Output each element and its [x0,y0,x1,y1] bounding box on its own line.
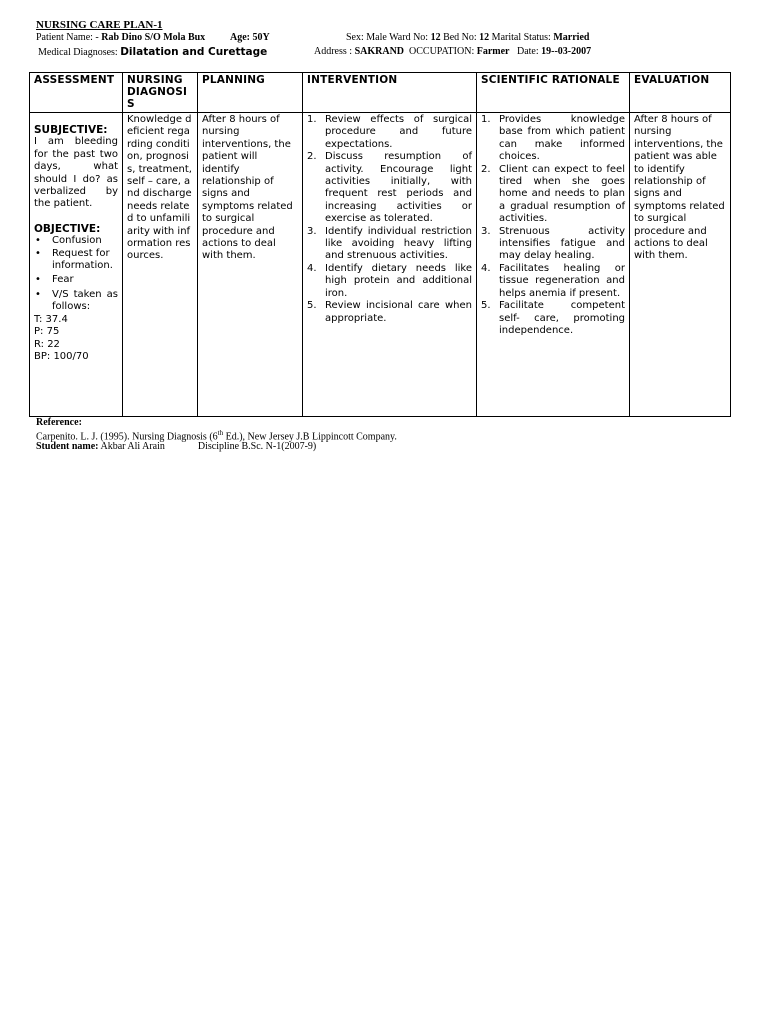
assessment-cell [30,113,123,417]
list-item: 1. Provides knowledge base from which patient can make informed choices. [481,114,625,163]
list-item: 1. Review effects of surgical procedure and future expectations. [307,114,472,150]
table-row [30,113,731,417]
evaluation-cell: After 8 hours of nursing interventions, the patient was able to identify relationship of signs and symptoms related to surgical procedure and actions to deal with them. [630,113,731,417]
list-item: 2. Discuss resumption of activity. Encourage light activities initially, with frequent rest periods and increasing activities or exercise as tolerated. [307,151,472,225]
ward-label: Ward No: [389,32,429,43]
list-item: • Request for information. [34,248,118,273]
address-value: SAKRAND [354,46,405,57]
vital-temperature: T: 37.4 [34,313,68,325]
list-item: 3. Identify individual restriction like avoiding heavy lifting and strenuous activities. [307,225,472,262]
bed-value: 12 [479,32,490,43]
diagnoses-value: Dilatation and Curettage [120,46,268,58]
discipline-label: Discipline [197,441,240,452]
list-item: 4. Facilitates healing or tissue regeneration and helps anemia if present. [481,262,625,299]
planning-cell: After 8 hours of nursing interventions, the patient will identify relationship of signs and symptoms related to surgical procedure and actions to deal with them. [198,113,303,417]
ward-value: 12 [430,32,441,43]
patient-name: Rab Dino S/O Mola Bux [101,32,206,43]
rationale-cell [477,113,630,417]
vital-blood-pressure: BP: 100/70 [34,350,89,362]
subjective-label: SUBJECTIVE: [34,124,108,136]
date-label: Date: [516,46,539,57]
header-planning: PLANNING [198,73,303,113]
student-name-label: Student name: [36,441,99,452]
patient-name-label: Patient Name: - [36,32,99,43]
occupation-value: Farmer [476,46,510,57]
table-header-row [30,73,731,113]
age-label: Age: [230,32,250,43]
list-item: 2. Client can expect to feel tired when she goes home and needs to plan a gradual resumption of activities. [481,163,625,225]
diagnoses-label: Medical Diagnoses: [38,47,118,58]
list-item: 5. Facilitate competent self- care, promoting independence. [481,300,625,336]
care-plan-table [29,72,731,417]
occupation-label: OCCUPATION: [409,46,475,57]
discipline-value: B.Sc. N-1(2007-9) [241,441,317,452]
reference-citation: Carpenito. L. J. (1995). Nursing Diagnosis (6th Ed.), New Jersey J.B Lippincott Company. [36,429,397,443]
list-item: 4. Identify dietary needs like high protein and additional iron. [307,262,472,299]
address-label: Address : [314,46,353,57]
header-evaluation: EVALUATION [630,73,731,113]
nursing-diagnosis-cell: Knowledge deficient regarding condition, prognosis, treatment, self – care, and discharge needs related to unfamiliarity with information resources. [123,113,198,417]
intervention-list [307,114,472,325]
date-value: 19--03-2007 [541,46,592,57]
header-intervention: INTERVENTION [303,73,477,113]
age-value: 50Y [252,32,270,43]
vital-respiration: R: 22 [34,338,60,350]
list-item: 3. Strenuous activity intensifies fatigue and may delay healing. [481,225,625,262]
sex-value: Male [366,32,387,43]
header-nursing-diagnosis: NURSING DIAGNOSIS [123,73,198,113]
list-item: • Confusion [34,235,118,247]
objective-label: OBJECTIVE: [34,222,101,235]
list-item: • V/S taken as follows: [34,289,118,314]
student-info [36,441,316,452]
intervention-cell [303,113,477,417]
rationale-list [481,114,625,337]
marital-label: Marital Status: [491,32,551,43]
header-assessment: ASSESSMENT [30,73,123,113]
list-item: 5. Review incisional care when appropriate. [307,300,472,324]
vital-pulse: P: 75 [34,326,60,338]
objective-list [34,235,118,313]
bed-label: Bed No: [443,32,477,43]
sex-label: Sex: [346,32,364,43]
student-name: Akbar Ali Arain [100,441,165,452]
marital-value: Married [553,32,590,43]
subjective-text: I am bleeding for the past two days, what should I do? as verbalized by the patient. [34,136,118,210]
care-plan-title: NURSING CARE PLAN-1 [36,19,163,31]
header-rationale: SCIENTIFIC RATIONALE [477,73,630,113]
reference-label: Reference: [36,417,82,428]
list-item: • Fear [34,274,118,286]
